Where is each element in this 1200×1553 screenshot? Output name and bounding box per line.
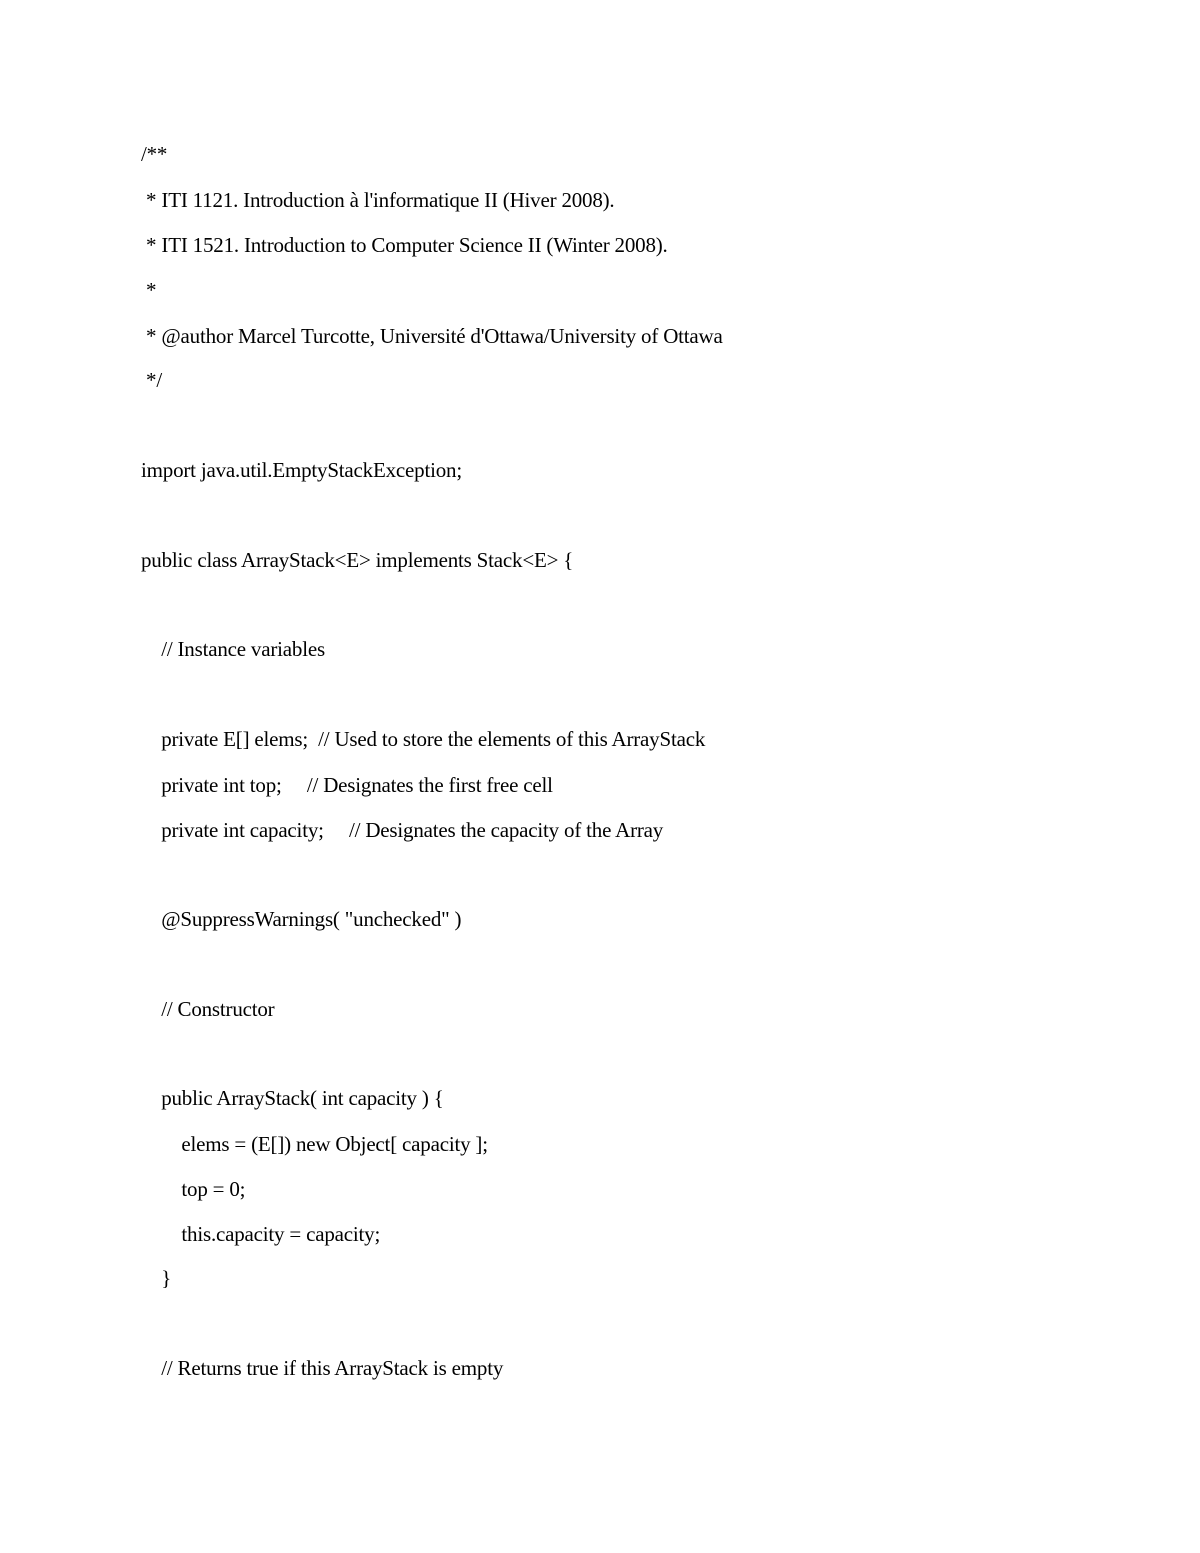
code-line-course-fr: * ITI 1121. Introduction à l'informatique II (Hiver 2008). — [141, 188, 615, 212]
code-line-capacity-field: private int capacity; // Designates the capacity of the Array — [141, 818, 664, 842]
code-line-elems-field: private E[] elems; // Used to store the elements of this ArrayStack — [141, 727, 706, 751]
code-line-author: * @author Marcel Turcotte, Université d'Ottawa/University of Ottawa — [141, 324, 723, 348]
code-line-comment-close: */ — [141, 368, 162, 392]
code-line-import: import java.util.EmptyStackException; — [141, 458, 462, 482]
code-line-comment-open: /** — [141, 142, 168, 166]
code-line-isempty-comment: // Returns true if this ArrayStack is empty — [141, 1356, 504, 1380]
code-line-capacity-assignment: this.capacity = capacity; — [141, 1222, 381, 1246]
code-line-instance-variables-comment: // Instance variables — [141, 637, 325, 661]
code-line-constructor-signature: public ArrayStack( int capacity ) { — [141, 1086, 444, 1110]
code-line-class-declaration: public class ArrayStack<E> implements Stack<E> { — [141, 548, 574, 572]
code-line-annotation: @SuppressWarnings( "unchecked" ) — [141, 907, 462, 931]
code-line-course-en: * ITI 1521. Introduction to Computer Science II (Winter 2008). — [141, 233, 668, 257]
code-line-top-assignment: top = 0; — [141, 1177, 246, 1201]
code-line-top-field: private int top; // Designates the first free cell — [141, 773, 553, 797]
code-line-constructor-comment: // Constructor — [141, 997, 275, 1021]
code-line-constructor-close: } — [141, 1266, 172, 1290]
code-line-comment-star: * — [141, 278, 157, 302]
code-line-elems-assignment: elems = (E[]) new Object[ capacity ]; — [141, 1132, 488, 1156]
